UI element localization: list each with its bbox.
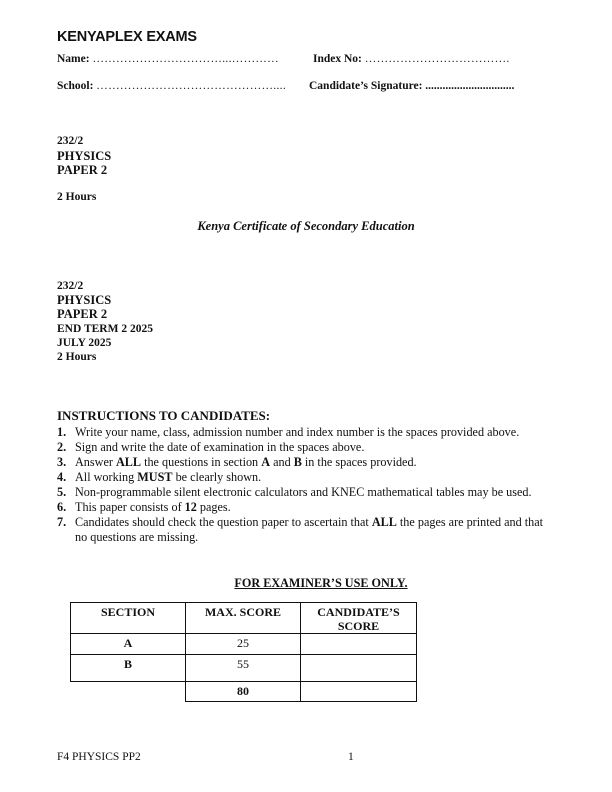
name-label: Name:	[57, 53, 90, 65]
instruction-number: 3.	[57, 455, 67, 469]
column-header-max-score: MAX. SCORE	[186, 603, 301, 634]
exam-month: JULY 2025	[57, 336, 112, 349]
instruction-number: 7.	[57, 515, 67, 529]
school-field[interactable]	[57, 80, 286, 92]
duration: 2 Hours	[57, 190, 97, 203]
instruction-emphasis: A	[261, 455, 271, 469]
instruction-text: Write your name, class, admission number and index number is the spaces provided above.	[75, 425, 520, 439]
table-row	[71, 655, 417, 682]
subject: PHYSICS	[57, 148, 112, 163]
footer-paper-label: F4 PHYSICS PP2	[57, 751, 141, 763]
instruction-text: the pages are printed and that no questions are missing.	[75, 515, 544, 544]
instruction-item	[57, 455, 557, 470]
instruction-item	[57, 425, 557, 440]
column-header-section: SECTION	[71, 603, 186, 634]
instruction-number: 5.	[57, 485, 67, 499]
name-blank[interactable]: ……………………………...…………	[92, 53, 279, 65]
total-row	[71, 682, 417, 702]
instruction-item	[57, 500, 557, 515]
paper-code: 232/2	[57, 135, 84, 147]
instruction-text: in the spaces provided.	[301, 455, 417, 469]
school-blank[interactable]: ………………………………………....	[96, 80, 286, 92]
instruction-number: 6.	[57, 500, 67, 514]
exam-term: END TERM 2 2025	[57, 322, 153, 335]
instruction-text: and	[270, 455, 294, 469]
paper-code: 232/2	[57, 280, 84, 292]
subject: PHYSICS	[57, 293, 112, 308]
total-max-score-cell: 80	[186, 682, 301, 702]
examiner-score-table	[70, 602, 417, 702]
cover-block-2	[57, 279, 153, 364]
instructions-list	[57, 425, 557, 545]
instruction-text: Candidates should check the question paper to ascertain that	[75, 515, 372, 529]
index-no-field[interactable]	[313, 53, 510, 65]
instruction-item	[57, 515, 557, 545]
max-score-cell: 25	[186, 634, 301, 655]
instruction-text: Answer	[75, 455, 116, 469]
table-row	[71, 634, 417, 655]
instruction-number: 4.	[57, 470, 67, 484]
candidate-score-cell[interactable]	[301, 634, 417, 655]
paper-number: PAPER 2	[57, 163, 108, 177]
instruction-text: Non-programmable silent electronic calculators and KNEC mathematical tables may be used.	[75, 485, 532, 499]
index-no-blank[interactable]: ……………………………….	[364, 53, 510, 65]
instruction-text: pages.	[196, 500, 231, 514]
school-label: School:	[57, 80, 94, 92]
page-number: 1	[348, 751, 354, 763]
signature-blank[interactable]: ...............................	[425, 80, 515, 92]
instruction-emphasis: MUST	[137, 470, 173, 484]
instruction-number: 1.	[57, 425, 67, 439]
brand-title: KENYAPLEX EXAMS	[57, 29, 197, 45]
instruction-item	[57, 470, 557, 485]
candidate-score-cell[interactable]	[301, 655, 417, 682]
name-field[interactable]	[57, 53, 279, 65]
max-score-cell: 55	[186, 655, 301, 682]
instruction-text: Sign and write the date of examination in the spaces above.	[75, 440, 365, 454]
cover-block-1	[57, 134, 111, 204]
signature-label: Candidate’s Signature:	[309, 80, 423, 92]
section-cell: A	[71, 634, 186, 655]
index-no-label: Index No:	[313, 53, 362, 65]
instruction-emphasis: ALL	[115, 455, 142, 469]
signature-field[interactable]	[309, 80, 514, 92]
instruction-emphasis: 12	[184, 500, 197, 514]
examiner-use-title: FOR EXAMINER’S USE ONLY.	[234, 576, 408, 590]
section-cell: B	[71, 655, 186, 682]
instructions-title: INSTRUCTIONS TO CANDIDATES:	[57, 408, 271, 423]
instruction-text: the questions in section	[141, 455, 262, 469]
paper-number: PAPER 2	[57, 307, 108, 322]
instruction-item	[57, 485, 557, 500]
instruction-text: This paper consists of	[75, 500, 185, 514]
instruction-emphasis: ALL	[371, 515, 397, 529]
kcse-title: Kenya Certificate of Secondary Education	[197, 219, 415, 233]
instruction-item	[57, 440, 557, 455]
duration: 2 Hours	[57, 351, 97, 364]
instruction-text: All working	[75, 470, 138, 484]
instruction-emphasis: B	[293, 455, 302, 469]
instruction-text: be clearly shown.	[172, 470, 262, 484]
total-candidate-score-cell[interactable]	[301, 682, 417, 702]
empty-cell	[71, 682, 186, 702]
instruction-number: 2.	[57, 440, 67, 454]
column-header-candidate-score: CANDIDATE’S SCORE	[301, 603, 417, 634]
